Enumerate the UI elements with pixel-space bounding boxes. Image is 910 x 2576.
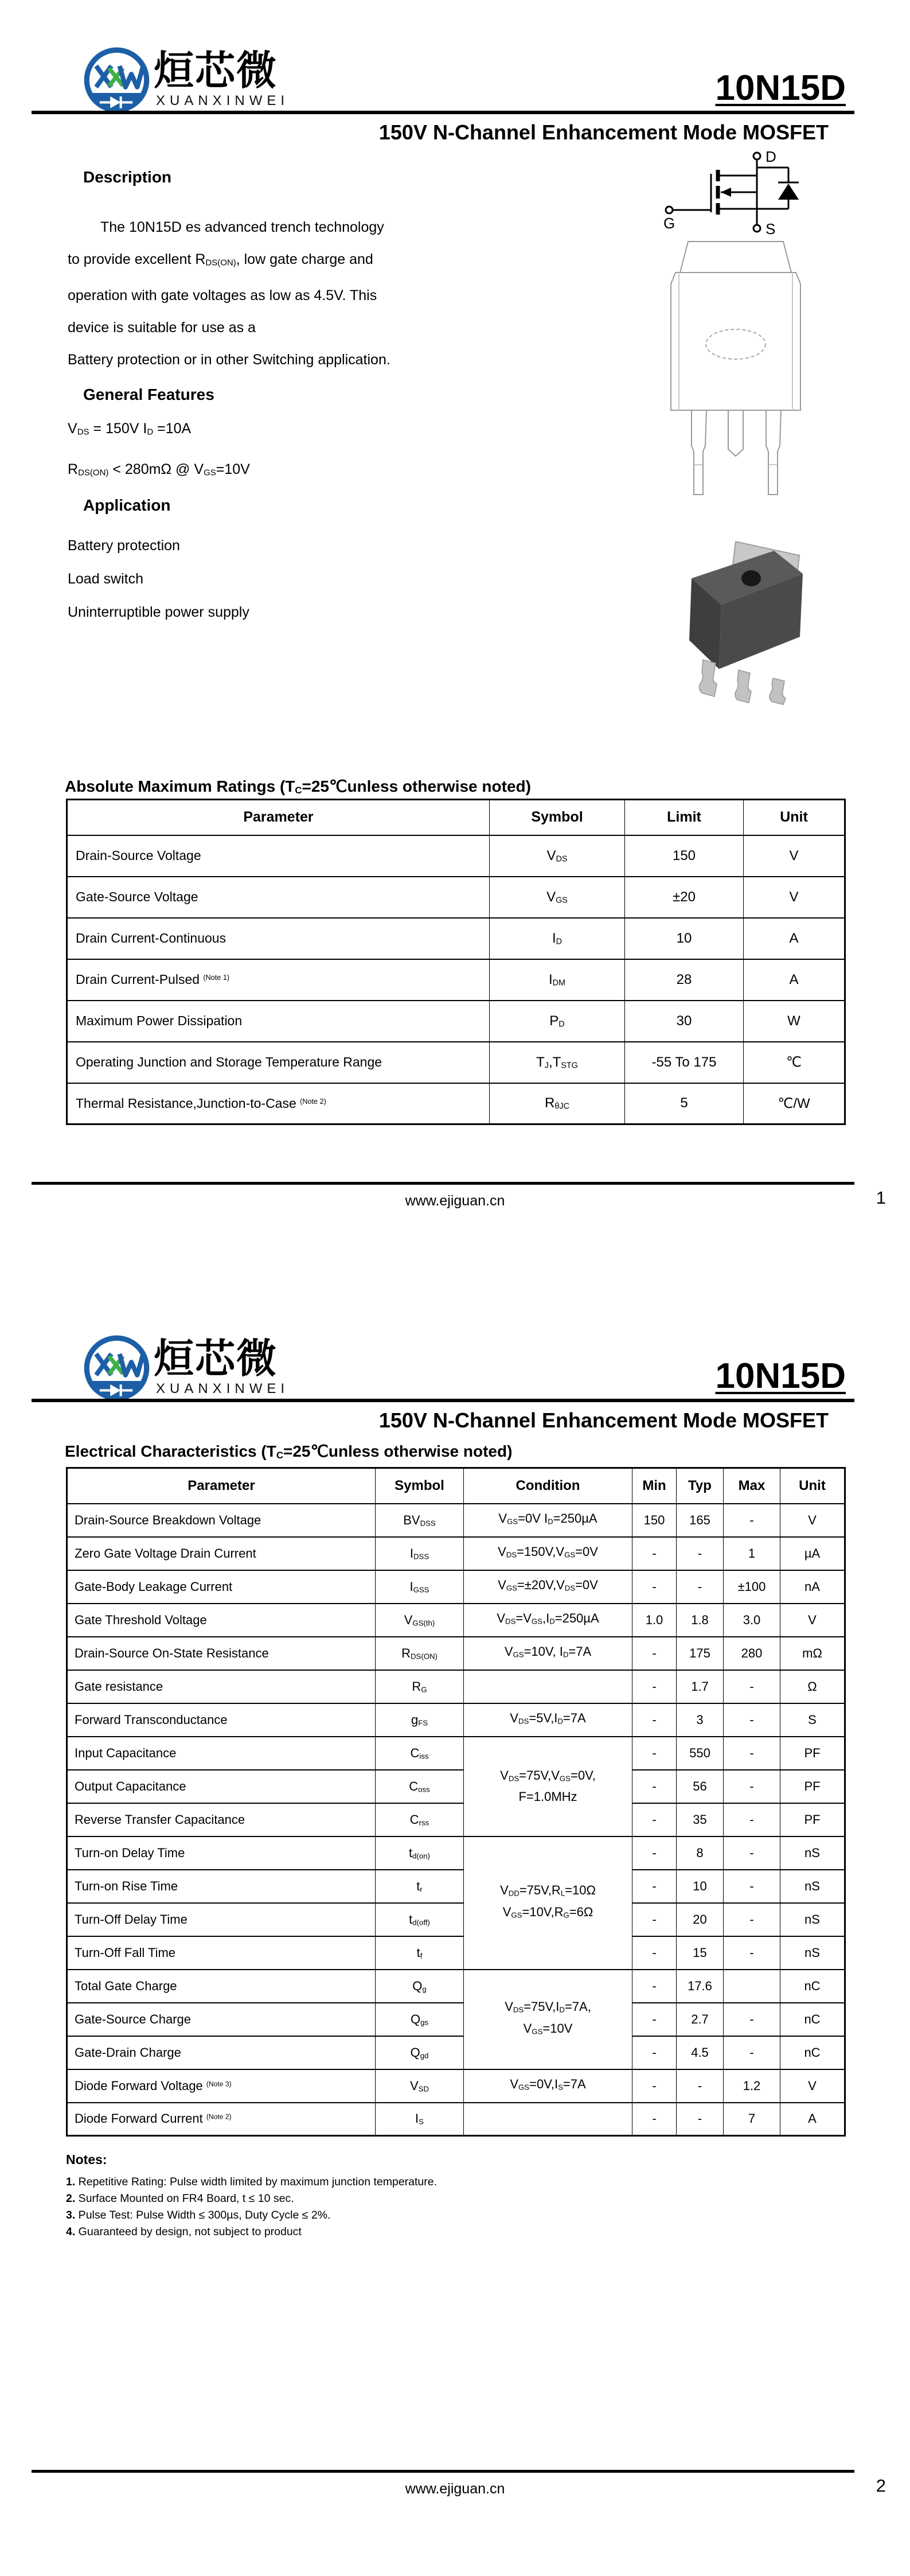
unit-cell: µA (780, 1537, 845, 1570)
parameter-cell: Gate-Source Charge (67, 2003, 376, 2036)
limit-cell: 30 (625, 1001, 744, 1042)
max-cell: ±100 (724, 1570, 780, 1604)
min-cell: - (632, 1670, 677, 1703)
typ-cell: 56 (677, 1770, 724, 1803)
parameter-cell: Turn-on Rise Time (67, 1870, 376, 1903)
symbol-cell: $I_{GSS}$ (376, 1570, 464, 1604)
unit-cell: nS (780, 1870, 845, 1903)
typ-cell: 35 (677, 1803, 724, 1836)
limit-cell: 10 (625, 918, 744, 959)
symbol-cell: $P_D$ (490, 1001, 625, 1042)
symbol-cell: $R_G$ (376, 1670, 464, 1703)
parameter-cell: Drain-Source Voltage (67, 835, 490, 877)
unit-cell: PF (780, 1803, 845, 1836)
unit-cell: Ω (780, 1670, 845, 1703)
column-header: Parameter (67, 800, 490, 835)
table-row (67, 835, 845, 877)
condition-cell: $V_{DS}=V_{GS},I_D=250\mu A$ (464, 1604, 632, 1637)
parameter-cell: Gate-Body Leakage Current (67, 1570, 376, 1604)
footer-rule (32, 1182, 854, 1185)
unit-cell: nS (780, 1936, 845, 1970)
condition-cell: $V_{DS}=150V,V_{GS}=0V$ (464, 1537, 632, 1570)
unit-cell: V (744, 835, 845, 877)
notes-list (66, 2174, 437, 2240)
symbol-cell: $V_{SD}$ (376, 2069, 464, 2103)
table-row (67, 1537, 845, 1570)
limit-cell: 150 (625, 835, 744, 877)
symbol-cell: $BV_{DSS}$ (376, 1504, 464, 1537)
min-cell: - (632, 2103, 677, 2136)
min-cell: - (632, 1737, 677, 1770)
column-header: Limit (625, 800, 744, 835)
brand-name-en: XUANXINWEI (156, 93, 290, 108)
column-header: Typ (677, 1468, 724, 1504)
parameter-cell: Forward Transconductance (67, 1703, 376, 1737)
min-cell: - (632, 2069, 677, 2103)
parameter-cell: Diode Forward Voltage $^{(Note 3)}$ (67, 2069, 376, 2103)
typ-cell: 4.5 (677, 2036, 724, 2069)
unit-cell: S (780, 1703, 845, 1737)
unit-cell: PF (780, 1770, 845, 1803)
typ-cell: - (677, 2103, 724, 2136)
max-cell: 1 (724, 1537, 780, 1570)
table-row (67, 2003, 845, 2036)
column-header: Symbol (490, 800, 625, 835)
parameter-cell: Turn-Off Delay Time (67, 1903, 376, 1936)
symbol-cell: $g_{FS}$ (376, 1703, 464, 1737)
unit-cell: nS (780, 1836, 845, 1870)
symbol-cell: $I_{DM}$ (490, 959, 625, 1001)
table-row (67, 2103, 845, 2136)
symbol-cell: $C_{oss}$ (376, 1770, 464, 1803)
max-cell: - (724, 1504, 780, 1537)
limit-cell: 5 (625, 1083, 744, 1124)
table-row (67, 1703, 845, 1737)
min-cell: - (632, 1570, 677, 1604)
abs-max-ratings-title: Absolute Maximum Ratings ($T_C=25℃unless$ otherwise noted) (65, 777, 531, 796)
unit-cell: nC (780, 1970, 845, 2003)
condition-cell: $V_{DS}=75V,I_D=7A$, $V_{GS}=10V$ (464, 1970, 632, 2069)
table-row (67, 918, 845, 959)
table-row (67, 1970, 845, 2003)
condition-cell: $V_{GS}=0V,I_S=7A$ (464, 2069, 632, 2103)
min-cell: - (632, 1770, 677, 1803)
table-row (67, 1770, 845, 1803)
symbol-cell: $R_{\theta JC}$ (490, 1083, 625, 1124)
typ-cell: 8 (677, 1836, 724, 1870)
symbol-cell: $V_{GS}$ (490, 877, 625, 918)
max-cell: 3.0 (724, 1604, 780, 1637)
brand-name-cn: 烜芯微 (154, 48, 278, 93)
condition-cell: $V_{DS}=5V,I_D=7A$ (464, 1703, 632, 1737)
unit-cell: PF (780, 1737, 845, 1770)
min-cell: - (632, 1637, 677, 1670)
unit-cell: nA (780, 1570, 845, 1604)
condition-cell (464, 1670, 632, 1703)
package-outline-drawing (658, 238, 814, 509)
parameter-cell: Gate-Drain Charge (67, 2036, 376, 2069)
table-row (67, 1637, 845, 1670)
typ-cell: 550 (677, 1737, 724, 1770)
parameter-cell: Input Capacitance (67, 1737, 376, 1770)
max-cell: - (724, 1836, 780, 1870)
unit-cell: V (744, 877, 845, 918)
min-cell: - (632, 1970, 677, 2003)
features-title: General Features (83, 386, 214, 403)
parameter-cell: Total Gate Charge (67, 1970, 376, 2003)
min-cell: - (632, 2036, 677, 2069)
max-cell (724, 1970, 780, 2003)
min-cell: - (632, 1836, 677, 1870)
mosfet-symbol-diagram (657, 148, 829, 239)
typ-cell: 1.7 (677, 1670, 724, 1703)
symbol-cell: $Q_g$ (376, 1970, 464, 2003)
typ-cell: 165 (677, 1504, 724, 1537)
source-terminal-label: S (766, 220, 776, 238)
max-cell: - (724, 2003, 780, 2036)
typ-cell: - (677, 2069, 724, 2103)
max-cell: - (724, 1770, 780, 1803)
application-line: Battery protection (68, 538, 180, 554)
unit-cell: ℃/W (744, 1083, 845, 1124)
description-paragraph (68, 211, 390, 376)
header-rule (32, 1399, 854, 1402)
typ-cell: 2.7 (677, 2003, 724, 2036)
application-line: Uninterruptible power supply (68, 604, 249, 620)
column-header: Condition (464, 1468, 632, 1504)
document-subtitle: 150V N-Channel Enhancement Mode MOSFET (378, 1408, 829, 1432)
drain-terminal-label: D (766, 148, 776, 165)
note-line: 4. Guaranteed by design, not subject to product (66, 2225, 302, 2238)
unit-cell: nC (780, 2036, 845, 2069)
parameter-cell: Gate Threshold Voltage (67, 1604, 376, 1637)
typ-cell: 1.8 (677, 1604, 724, 1637)
column-header: Unit (744, 800, 845, 835)
table-row (67, 1504, 845, 1537)
brand-logo-icon (83, 44, 151, 117)
table-row (67, 959, 845, 1001)
footer-rule (32, 2470, 854, 2473)
unit-cell: nS (780, 1903, 845, 1936)
min-cell: - (632, 1936, 677, 1970)
electrical-characteristics-table (66, 1467, 846, 2137)
table-row (67, 1836, 845, 1870)
unit-cell: ℃ (744, 1042, 845, 1083)
column-header: Max (724, 1468, 780, 1504)
symbol-cell: $C_{iss}$ (376, 1737, 464, 1770)
max-cell: 280 (724, 1637, 780, 1670)
description-title: Description (83, 168, 172, 186)
limit-cell: ±20 (625, 877, 744, 918)
symbol-cell: $t_{d(off)}$ (376, 1903, 464, 1936)
symbol-cell: $T_J,T_{STG}$ (490, 1042, 625, 1083)
condition-cell (464, 2103, 632, 2136)
min-cell: - (632, 1803, 677, 1836)
condition-cell: $V_{DD}=75V,R_L=10\Omega$ $V_{GS}=10V,R_G=6\Omega$ (464, 1836, 632, 1970)
max-cell: - (724, 1870, 780, 1903)
package-photo (681, 538, 806, 706)
symbol-cell: $t_r$ (376, 1870, 464, 1903)
note-number: 1. (66, 2176, 76, 2188)
table-row (67, 2036, 845, 2069)
symbol-cell: $t_f$ (376, 1936, 464, 1970)
max-cell: 1.2 (724, 2069, 780, 2103)
max-cell: - (724, 1670, 780, 1703)
parameter-cell: Drain-Source On-State Resistance (67, 1637, 376, 1670)
table-row (67, 1936, 845, 1970)
table-row (67, 1042, 845, 1083)
limit-cell: 28 (625, 959, 744, 1001)
typ-cell: - (677, 1537, 724, 1570)
note-number: 3. (66, 2209, 76, 2221)
parameter-cell: Output Capacitance (67, 1770, 376, 1803)
limit-cell: -55 To 175 (625, 1042, 744, 1083)
unit-cell: mΩ (780, 1637, 845, 1670)
unit-cell: A (744, 959, 845, 1001)
parameter-cell: Thermal Resistance,Junction-to-Case $^{(Note 2)}$ (67, 1083, 490, 1124)
notes-title: Notes: (66, 2152, 107, 2167)
parameter-cell: Gate-Source Voltage (67, 877, 490, 918)
table-row (67, 1001, 845, 1042)
min-cell: - (632, 1703, 677, 1737)
column-header: Symbol (376, 1468, 464, 1504)
max-cell: - (724, 1737, 780, 1770)
unit-cell: V (780, 1504, 845, 1537)
application-line: Load switch (68, 571, 144, 587)
application-list (68, 529, 249, 629)
page-number: 1 (876, 1188, 886, 1208)
condition-cell: $V_{DS}=75V,V_{GS}=0V$, F=1.0MHz (464, 1737, 632, 1836)
application-title: Application (83, 496, 171, 514)
parameter-cell: Reverse Transfer Capacitance (67, 1803, 376, 1836)
min-cell: 150 (632, 1504, 677, 1537)
symbol-cell: $Q_{gs}$ (376, 2003, 464, 2036)
min-cell: - (632, 1903, 677, 1936)
unit-cell: V (780, 2069, 845, 2103)
page-number: 2 (876, 2476, 886, 2496)
symbol-cell: $V_{DS}$ (490, 835, 625, 877)
table-row (67, 1870, 845, 1903)
table-row (67, 1083, 845, 1124)
symbol-cell: $t_{d(on)}$ (376, 1836, 464, 1870)
note-line: 1. Repetitive Rating: Pulse width limited by maximum junction temperature. (66, 2176, 438, 2188)
page-2 (0, 1288, 910, 2576)
parameter-cell: Turn-Off Fall Time (67, 1936, 376, 1970)
symbol-cell: $I_S$ (376, 2103, 464, 2136)
feature-line: $R_{DS(ON)} < 280m\Omega$ @ $V_{GS}=10V$ (68, 461, 250, 478)
electrical-characteristics-title: Electrical Characteristics ($T_C=25℃unless$ otherwise noted) (65, 1442, 513, 1461)
note-line: 3. Pulse Test: Pulse Width ≤ 300µs, Duty Cycle ≤ 2%. (66, 2209, 331, 2221)
description-line: device is suitable for use as a (68, 319, 256, 336)
min-cell: - (632, 1870, 677, 1903)
typ-cell: 17.6 (677, 1970, 724, 2003)
description-line: Battery protection or in other Switching application. (68, 351, 390, 368)
table-row (67, 2069, 845, 2103)
feature-line: $V_{DS} = 150V$ $I_D =10A$ (68, 421, 192, 437)
unit-cell: nC (780, 2003, 845, 2036)
max-cell: - (724, 1803, 780, 1836)
min-cell: 1.0 (632, 1604, 677, 1637)
max-cell: 7 (724, 2103, 780, 2136)
features-list (68, 410, 250, 491)
condition-cell: $V_{GS}=0V$ $I_D=250\mu A$ (464, 1504, 632, 1537)
parameter-cell: Diode Forward Current $^{(Note 2)}$ (67, 2103, 376, 2136)
parameter-cell: Turn-on Delay Time (67, 1836, 376, 1870)
description-line: to provide excellent $R_{DS(ON)}$, low gate charge and (68, 251, 373, 268)
header-rule (32, 111, 854, 114)
table-row (67, 1604, 845, 1637)
note-number: 2. (66, 2192, 76, 2205)
abs-max-ratings-table (66, 799, 846, 1125)
part-number: 10N15D (715, 1356, 846, 1396)
table-header-row (67, 800, 845, 835)
typ-cell: 15 (677, 1936, 724, 1970)
footer-website: www.ejiguan.cn (405, 1193, 505, 1209)
condition-cell: $V_{GS}=10V$, $I_D=7A$ (464, 1637, 632, 1670)
gate-terminal-label: G (663, 215, 675, 232)
condition-cell: $V_{GS}=\pm 20V,V_{DS}=0V$ (464, 1570, 632, 1604)
brand-name-en: XUANXINWEI (156, 1381, 290, 1396)
table-row (67, 1803, 845, 1836)
parameter-cell: Drain Current-Pulsed $^{(Note 1)}$ (67, 959, 490, 1001)
typ-cell: 10 (677, 1870, 724, 1903)
symbol-cell: $C_{rss}$ (376, 1803, 464, 1836)
symbol-cell: $V_{GS(th)}$ (376, 1604, 464, 1637)
min-cell: - (632, 2003, 677, 2036)
parameter-cell: Maximum Power Dissipation (67, 1001, 490, 1042)
table-row (67, 1570, 845, 1604)
brand-logo-icon (83, 1332, 151, 1405)
parameter-cell: Zero Gate Voltage Drain Current (67, 1537, 376, 1570)
typ-cell: 20 (677, 1903, 724, 1936)
table-row (67, 1670, 845, 1703)
unit-cell: A (744, 918, 845, 959)
part-number: 10N15D (715, 68, 846, 108)
parameter-cell: Drain Current-Continuous (67, 918, 490, 959)
symbol-cell: $R_{DS(ON)}$ (376, 1637, 464, 1670)
typ-cell: - (677, 1570, 724, 1604)
symbol-cell: $I_{DSS}$ (376, 1537, 464, 1570)
document-subtitle: 150V N-Channel Enhancement Mode MOSFET (378, 120, 829, 144)
column-header: Min (632, 1468, 677, 1504)
parameter-cell: Drain-Source Breakdown Voltage (67, 1504, 376, 1537)
parameter-cell: Operating Junction and Storage Temperature Range (67, 1042, 490, 1083)
table-header-row (67, 1468, 845, 1504)
typ-cell: 175 (677, 1637, 724, 1670)
max-cell: - (724, 1936, 780, 1970)
table-row (67, 1737, 845, 1770)
max-cell: - (724, 1903, 780, 1936)
note-line: 2. Surface Mounted on FR4 Board, t ≤ 10 sec. (66, 2192, 294, 2205)
column-header: Unit (780, 1468, 845, 1504)
unit-cell: W (744, 1001, 845, 1042)
footer-website: www.ejiguan.cn (405, 2481, 505, 2497)
unit-cell: V (780, 1604, 845, 1637)
min-cell: - (632, 1537, 677, 1570)
note-number: 4. (66, 2225, 76, 2238)
symbol-cell: $Q_{gd}$ (376, 2036, 464, 2069)
unit-cell: A (780, 2103, 845, 2136)
max-cell: - (724, 1703, 780, 1737)
description-line: The 10N15D es advanced trench technology (100, 219, 384, 235)
max-cell: - (724, 2036, 780, 2069)
description-line: operation with gate voltages as low as 4.5V. This (68, 287, 377, 303)
table-row (67, 877, 845, 918)
typ-cell: 3 (677, 1703, 724, 1737)
column-header: Parameter (67, 1468, 376, 1504)
symbol-cell: $I_D$ (490, 918, 625, 959)
brand-name-cn: 烜芯微 (154, 1336, 278, 1381)
parameter-cell: Gate resistance (67, 1670, 376, 1703)
table-row (67, 1903, 845, 1936)
